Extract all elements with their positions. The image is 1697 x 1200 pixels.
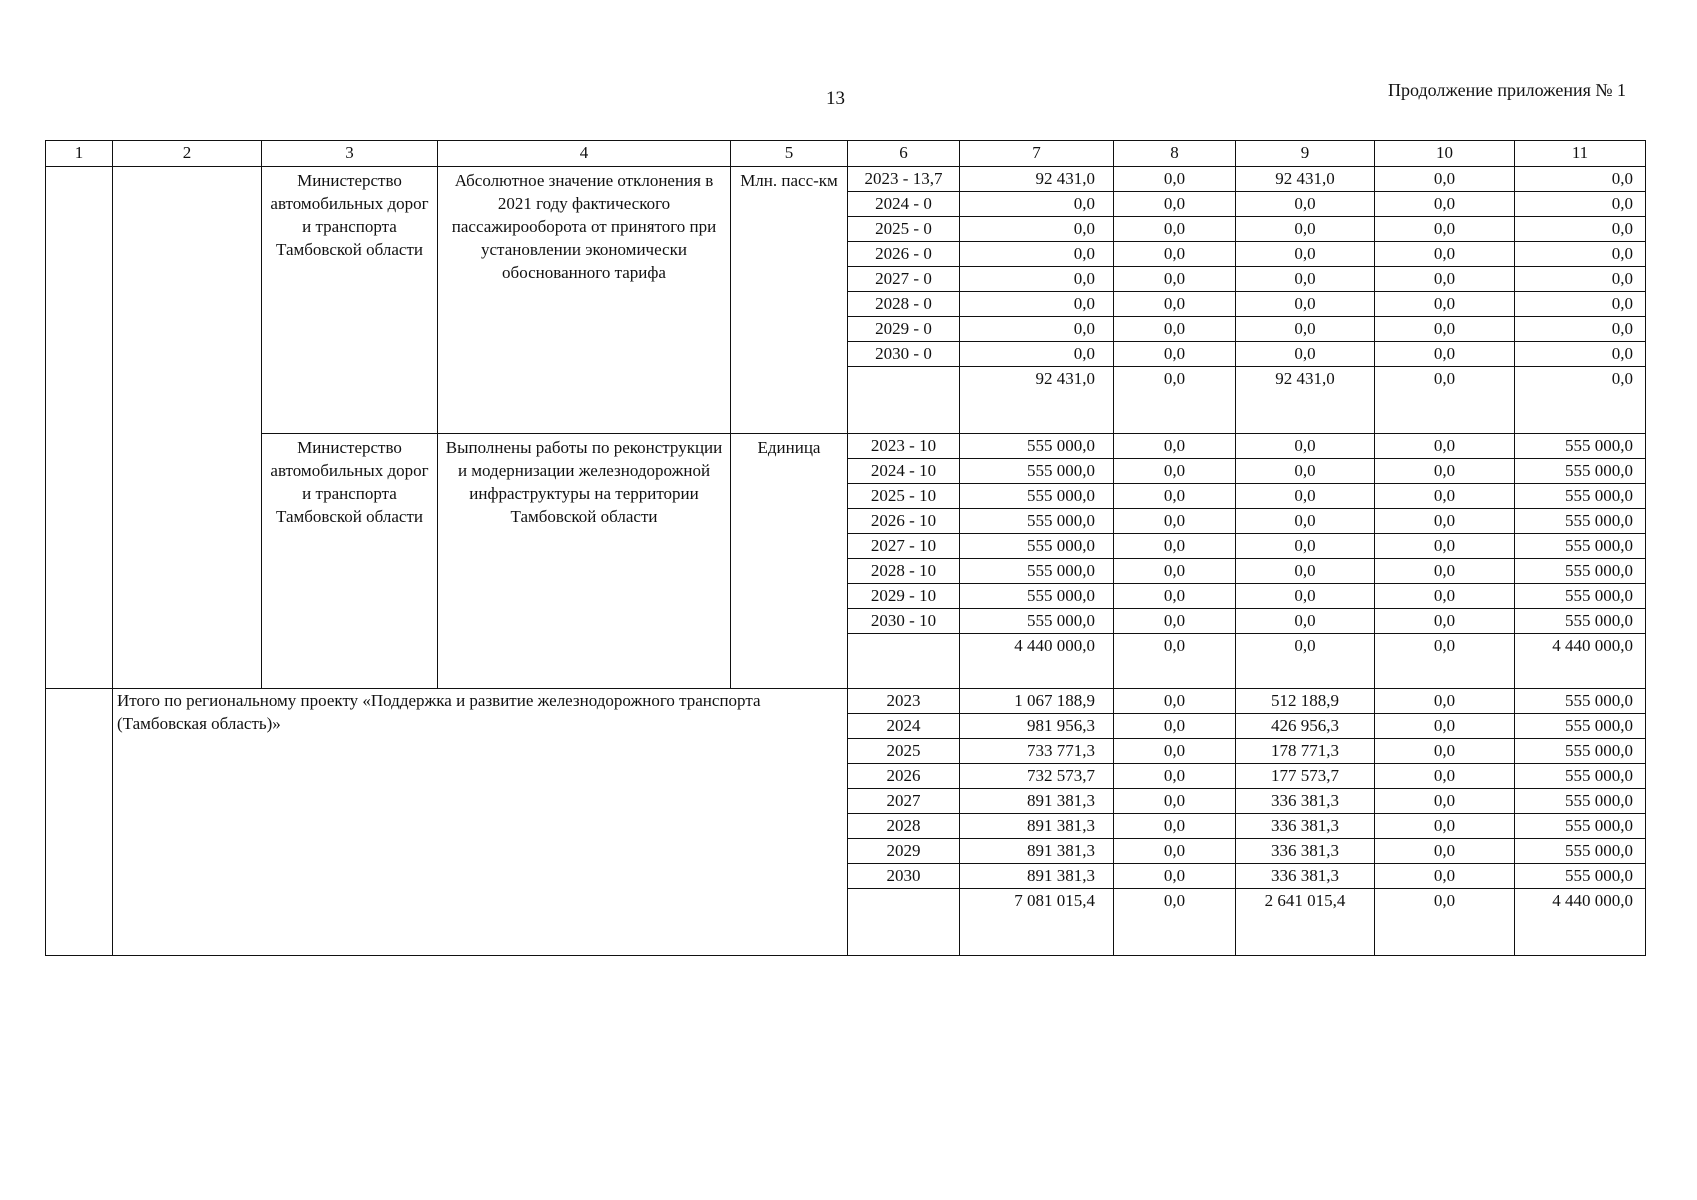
value-cell-c11: 555 000,0	[1515, 609, 1646, 634]
value-cell-c10: 0,0	[1375, 839, 1515, 864]
year-cell: 2030 - 0	[848, 342, 960, 367]
value-cell-c8: 0,0	[1114, 714, 1236, 739]
unit-cell: Млн. пасс-км	[731, 167, 848, 434]
value-cell-c10: 0,0	[1375, 609, 1515, 634]
value-cell-c11: 0,0	[1515, 167, 1646, 192]
total-cell-c9: 0,0	[1236, 634, 1375, 689]
column-header: 6	[848, 141, 960, 167]
year-cell: 2027 - 0	[848, 267, 960, 292]
value-cell-c11: 0,0	[1515, 317, 1646, 342]
value-cell-c7: 555 000,0	[960, 459, 1114, 484]
year-cell: 2029 - 10	[848, 584, 960, 609]
value-cell-c11: 555 000,0	[1515, 864, 1646, 889]
value-cell-c8: 0,0	[1114, 689, 1236, 714]
year-cell: 2029 - 0	[848, 317, 960, 342]
column-header: 1	[46, 141, 113, 167]
column-header: 2	[113, 141, 262, 167]
value-cell-c10: 0,0	[1375, 434, 1515, 459]
value-cell-c11: 0,0	[1515, 267, 1646, 292]
value-cell-c9: 0,0	[1236, 192, 1375, 217]
total-cell-c8: 0,0	[1114, 889, 1236, 956]
value-cell-c10: 0,0	[1375, 509, 1515, 534]
column-header: 7	[960, 141, 1114, 167]
value-cell-c7: 0,0	[960, 267, 1114, 292]
value-cell-c10: 0,0	[1375, 292, 1515, 317]
value-cell-c7: 555 000,0	[960, 484, 1114, 509]
value-cell-c8: 0,0	[1114, 864, 1236, 889]
value-cell-c10: 0,0	[1375, 192, 1515, 217]
value-cell-c8: 0,0	[1114, 789, 1236, 814]
total-cell-c9: 92 431,0	[1236, 367, 1375, 434]
value-cell-c10: 0,0	[1375, 814, 1515, 839]
budget-table	[45, 140, 1646, 956]
year-cell: 2027 - 10	[848, 534, 960, 559]
value-cell-c11: 555 000,0	[1515, 459, 1646, 484]
empty-cell	[848, 889, 960, 956]
value-cell-c9: 0,0	[1236, 609, 1375, 634]
value-cell-c11: 0,0	[1515, 217, 1646, 242]
year-cell: 2030	[848, 864, 960, 889]
value-cell-c9: 0,0	[1236, 317, 1375, 342]
value-cell-c7: 555 000,0	[960, 534, 1114, 559]
summary-label: Итого по региональному проекту «Поддержка и развитие железнодорожного транспорта (Тамбовская область)»	[113, 689, 848, 956]
value-cell-c8: 0,0	[1114, 814, 1236, 839]
year-cell: 2030 - 10	[848, 609, 960, 634]
value-cell-c8: 0,0	[1114, 267, 1236, 292]
value-cell-c11: 555 000,0	[1515, 434, 1646, 459]
value-cell-c7: 891 381,3	[960, 814, 1114, 839]
empty-cell	[848, 367, 960, 434]
year-cell: 2026	[848, 764, 960, 789]
total-cell-c8: 0,0	[1114, 367, 1236, 434]
year-cell: 2025 - 10	[848, 484, 960, 509]
total-cell-c10: 0,0	[1375, 889, 1515, 956]
value-cell-c11: 555 000,0	[1515, 764, 1646, 789]
value-cell-c9: 0,0	[1236, 509, 1375, 534]
unit-cell: Единица	[731, 434, 848, 689]
value-cell-c7: 891 381,3	[960, 789, 1114, 814]
value-cell-c7: 0,0	[960, 292, 1114, 317]
year-cell: 2024 - 10	[848, 459, 960, 484]
year-cell: 2028	[848, 814, 960, 839]
value-cell-c8: 0,0	[1114, 559, 1236, 584]
value-cell-c7: 555 000,0	[960, 434, 1114, 459]
value-cell-c8: 0,0	[1114, 292, 1236, 317]
value-cell-c8: 0,0	[1114, 764, 1236, 789]
value-cell-c9: 0,0	[1236, 342, 1375, 367]
value-cell-c11: 555 000,0	[1515, 714, 1646, 739]
value-cell-c7: 555 000,0	[960, 609, 1114, 634]
value-cell-c10: 0,0	[1375, 534, 1515, 559]
value-cell-c9: 92 431,0	[1236, 167, 1375, 192]
value-cell-c9: 0,0	[1236, 267, 1375, 292]
value-cell-c8: 0,0	[1114, 242, 1236, 267]
value-cell-c10: 0,0	[1375, 217, 1515, 242]
column-header: 11	[1515, 141, 1646, 167]
column-header: 4	[438, 141, 731, 167]
column-header: 8	[1114, 141, 1236, 167]
value-cell-c9: 0,0	[1236, 292, 1375, 317]
year-cell: 2024 - 0	[848, 192, 960, 217]
summary-row	[46, 689, 1646, 714]
value-cell-c9: 0,0	[1236, 217, 1375, 242]
total-cell-c7: 92 431,0	[960, 367, 1114, 434]
value-cell-c7: 0,0	[960, 217, 1114, 242]
value-cell-c10: 0,0	[1375, 714, 1515, 739]
value-cell-c8: 0,0	[1114, 167, 1236, 192]
value-cell-c11: 555 000,0	[1515, 839, 1646, 864]
value-cell-c10: 0,0	[1375, 317, 1515, 342]
value-cell-c7: 981 956,3	[960, 714, 1114, 739]
value-cell-c8: 0,0	[1114, 839, 1236, 864]
total-cell-c11: 4 440 000,0	[1515, 634, 1646, 689]
value-cell-c10: 0,0	[1375, 267, 1515, 292]
year-cell: 2023 - 10	[848, 434, 960, 459]
value-cell-c9: 178 771,3	[1236, 739, 1375, 764]
value-cell-c11: 555 000,0	[1515, 559, 1646, 584]
executor-cell: Министерство автомобильных дорог и транспорта Тамбовской области	[262, 167, 438, 434]
value-cell-c10: 0,0	[1375, 342, 1515, 367]
year-cell: 2026 - 0	[848, 242, 960, 267]
total-cell-c10: 0,0	[1375, 367, 1515, 434]
value-cell-c10: 0,0	[1375, 242, 1515, 267]
value-cell-c11: 555 000,0	[1515, 534, 1646, 559]
value-cell-c10: 0,0	[1375, 559, 1515, 584]
col1-cell	[46, 689, 113, 956]
table-row	[46, 167, 1646, 192]
year-cell: 2026 - 10	[848, 509, 960, 534]
total-cell-c11: 4 440 000,0	[1515, 889, 1646, 956]
value-cell-c9: 0,0	[1236, 434, 1375, 459]
year-cell: 2024	[848, 714, 960, 739]
value-cell-c9: 336 381,3	[1236, 814, 1375, 839]
value-cell-c9: 336 381,3	[1236, 789, 1375, 814]
value-cell-c8: 0,0	[1114, 217, 1236, 242]
value-cell-c9: 426 956,3	[1236, 714, 1375, 739]
column-header: 5	[731, 141, 848, 167]
value-cell-c7: 555 000,0	[960, 584, 1114, 609]
year-cell: 2028 - 10	[848, 559, 960, 584]
year-cell: 2023 - 13,7	[848, 167, 960, 192]
value-cell-c9: 0,0	[1236, 584, 1375, 609]
total-cell-c10: 0,0	[1375, 634, 1515, 689]
value-cell-c8: 0,0	[1114, 317, 1236, 342]
year-cell: 2029	[848, 839, 960, 864]
value-cell-c8: 0,0	[1114, 192, 1236, 217]
value-cell-c11: 555 000,0	[1515, 789, 1646, 814]
value-cell-c11: 555 000,0	[1515, 689, 1646, 714]
column-header: 3	[262, 141, 438, 167]
value-cell-c7: 92 431,0	[960, 167, 1114, 192]
value-cell-c8: 0,0	[1114, 534, 1236, 559]
total-cell-c9: 2 641 015,4	[1236, 889, 1375, 956]
value-cell-c7: 732 573,7	[960, 764, 1114, 789]
total-cell-c7: 4 440 000,0	[960, 634, 1114, 689]
value-cell-c11: 0,0	[1515, 192, 1646, 217]
value-cell-c8: 0,0	[1114, 434, 1236, 459]
value-cell-c11: 555 000,0	[1515, 739, 1646, 764]
value-cell-c10: 0,0	[1375, 789, 1515, 814]
value-cell-c7: 0,0	[960, 317, 1114, 342]
value-cell-c11: 555 000,0	[1515, 584, 1646, 609]
value-cell-c10: 0,0	[1375, 584, 1515, 609]
value-cell-c7: 733 771,3	[960, 739, 1114, 764]
value-cell-c7: 0,0	[960, 192, 1114, 217]
value-cell-c10: 0,0	[1375, 864, 1515, 889]
value-cell-c10: 0,0	[1375, 459, 1515, 484]
value-cell-c9: 512 188,9	[1236, 689, 1375, 714]
value-cell-c8: 0,0	[1114, 509, 1236, 534]
page-number: 13	[826, 88, 845, 109]
value-cell-c10: 0,0	[1375, 167, 1515, 192]
year-cell: 2025	[848, 739, 960, 764]
value-cell-c7: 0,0	[960, 342, 1114, 367]
year-cell: 2027	[848, 789, 960, 814]
column-header: 9	[1236, 141, 1375, 167]
value-cell-c7: 891 381,3	[960, 864, 1114, 889]
value-cell-c8: 0,0	[1114, 459, 1236, 484]
value-cell-c11: 555 000,0	[1515, 484, 1646, 509]
value-cell-c9: 0,0	[1236, 459, 1375, 484]
total-cell-c7: 7 081 015,4	[960, 889, 1114, 956]
value-cell-c8: 0,0	[1114, 484, 1236, 509]
value-cell-c9: 0,0	[1236, 534, 1375, 559]
year-cell: 2028 - 0	[848, 292, 960, 317]
value-cell-c9: 336 381,3	[1236, 839, 1375, 864]
value-cell-c9: 0,0	[1236, 484, 1375, 509]
col1-cell	[46, 167, 113, 689]
value-cell-c7: 1 067 188,9	[960, 689, 1114, 714]
value-cell-c10: 0,0	[1375, 484, 1515, 509]
appendix-continuation-note: Продолжение приложения № 1	[1388, 80, 1627, 100]
value-cell-c11: 555 000,0	[1515, 509, 1646, 534]
value-cell-c8: 0,0	[1114, 342, 1236, 367]
year-cell: 2023	[848, 689, 960, 714]
value-cell-c7: 555 000,0	[960, 559, 1114, 584]
empty-cell	[848, 634, 960, 689]
table-row	[46, 434, 1646, 459]
column-number-row	[46, 141, 1646, 167]
value-cell-c8: 0,0	[1114, 739, 1236, 764]
year-cell: 2025 - 0	[848, 217, 960, 242]
value-cell-c8: 0,0	[1114, 584, 1236, 609]
total-cell-c11: 0,0	[1515, 367, 1646, 434]
value-cell-c9: 0,0	[1236, 559, 1375, 584]
value-cell-c10: 0,0	[1375, 764, 1515, 789]
value-cell-c9: 177 573,7	[1236, 764, 1375, 789]
value-cell-c9: 0,0	[1236, 242, 1375, 267]
total-cell-c8: 0,0	[1114, 634, 1236, 689]
value-cell-c9: 336 381,3	[1236, 864, 1375, 889]
col2-cell	[113, 167, 262, 689]
value-cell-c11: 0,0	[1515, 292, 1646, 317]
value-cell-c11: 555 000,0	[1515, 814, 1646, 839]
value-cell-c7: 555 000,0	[960, 509, 1114, 534]
value-cell-c7: 891 381,3	[960, 839, 1114, 864]
indicator-cell: Выполнены работы по реконструкции и модернизации железнодорожной инфраструктуры на территории Тамбовской области	[438, 434, 731, 689]
indicator-cell: Абсолютное значение отклонения в 2021 году фактического пассажирооборота от принятого при установлении экономически обоснованного тарифа	[438, 167, 731, 434]
value-cell-c10: 0,0	[1375, 739, 1515, 764]
value-cell-c10: 0,0	[1375, 689, 1515, 714]
value-cell-c11: 0,0	[1515, 342, 1646, 367]
executor-cell: Министерство автомобильных дорог и транспорта Тамбовской области	[262, 434, 438, 689]
value-cell-c7: 0,0	[960, 242, 1114, 267]
value-cell-c8: 0,0	[1114, 609, 1236, 634]
column-header: 10	[1375, 141, 1515, 167]
value-cell-c11: 0,0	[1515, 242, 1646, 267]
